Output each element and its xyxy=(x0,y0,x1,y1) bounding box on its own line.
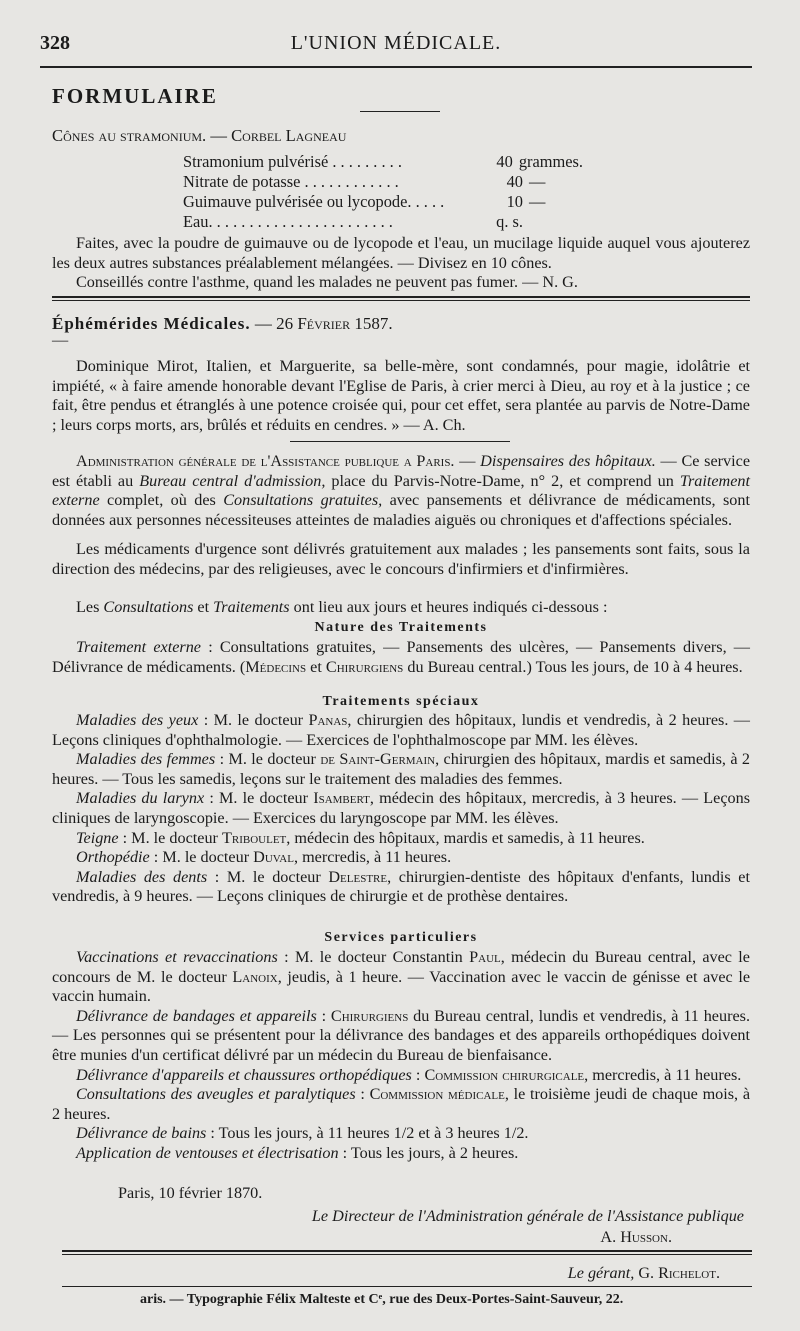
running-header xyxy=(40,32,752,62)
list-item: Délivrance d'appareils et chaussures orthopédiques : Commission chirurgicale, mercredis, à 11 heures. xyxy=(76,1065,742,1084)
ingredient-list xyxy=(183,152,583,232)
section-rule xyxy=(52,296,750,298)
ingredient-row: Stramonium pulvérisé . . . . . . . . . 40 grammes. xyxy=(183,152,583,171)
list-item: Maladies des dents : M. le docteur Delestre, chirurgien-dentiste des hôpitaux d'enfants, lundis et vendredis, à 9 heures. — Leçons cliniques de chirurgie et de prothèse dentaires. xyxy=(52,867,750,906)
administration-heading: Administration générale de l'Assistance publique a Paris. xyxy=(76,452,455,470)
title-rule xyxy=(360,111,440,112)
list-item: Maladies du larynx : M. le docteur Isambert, médecin des hôpitaux, mercredis, à 3 heures. — Leçons cliniques de laryngoscopie. — Exercices du laryngoscope par MM. les élèves. xyxy=(52,789,750,827)
subheading-nature: Nature des Traitements xyxy=(314,620,488,635)
footer-rule-thin xyxy=(62,1254,752,1255)
header-rule xyxy=(40,66,752,68)
imprint-rule xyxy=(62,1286,752,1287)
list-item: Application de ventouses et électrisation : Tous les jours, à 2 heures. xyxy=(76,1143,519,1162)
dispensaires-heading: Dispensaires des hôpitaux. xyxy=(480,452,656,470)
ephemerides-heading xyxy=(52,314,750,334)
list-item: Maladies des yeux : M. le docteur Panas, chirurgien des hôpitaux, lundis et vendredis, à 2 heures. — Leçons cliniques d'ophthalmologie. — Exercices de l'ophthalmoscope par MM. les élèves. xyxy=(52,711,750,749)
gerant-line: Le gérant, G. Richelot. xyxy=(567,1264,720,1282)
ephemerides-text: Dominique Mirot, Italien, et Marguerite, sa belle-mère, sont condamnés, pour magie, idolâtrie et impiété, « à faire amende honorable devant l'Eglise de Paris, à crier merci à Dieu, au roy et à la justice ; ce fait, être pendus et étranglés à une potence croisée qui, pour cet effet, sera plantée au parvis de Notre-Dame ; leurs corps morts, ars, brûlés et réduits en cendres. » — A. Ch. xyxy=(52,357,750,434)
services-list xyxy=(52,948,750,1164)
paragraph-urgence: Les médicaments d'urgence sont délivrés gratuitement aux malades ; les pansements sont faits, sous la direction des médecins, par des religieuses, avec le concours d'infirmiers et d'infirmières. xyxy=(52,540,750,578)
ingredient-row: Guimauve pulvérisée ou lycopode. . . . . 10 — xyxy=(183,192,546,211)
page-number: 328 xyxy=(40,32,70,54)
director-name: A. Husson. xyxy=(600,1228,672,1246)
ephemerides-dash: — xyxy=(52,331,69,349)
formula-advice: Conseillés contre l'asthme, quand les malades ne peuvent pas fumer. — N. G. xyxy=(76,273,578,291)
list-item: Délivrance de bandages et appareils : Chirurgiens du Bureau central, lundis et vendredis, à 11 heures. — Les personnes qui se présentent pour la délivrance des bandages et des appareils orthopédiques doivent être munies d'un certificat délivré par un médecin du Bureau de bienfaisance. xyxy=(52,1006,751,1064)
list-item: Vaccinations et revaccinations : M. le docteur Constantin Paul, médecin du Bureau central, avec le concours de M. le docteur Lanoix, jeudis, à 1 heure. — Vaccination avec le vaccin de génisse et avec le vaccin humain. xyxy=(52,948,751,1006)
administration-intro: Administration générale de l'Assistance publique a Paris. — Dispensaires des hôpitaux. — Ce service est établi au Bureau central d'admission, place du Parvis-Notre-Dame, n° 2, et comprend un Traitement externe complet, où des Consultations gratuites, avec pansements et délivrance de médicaments, sont données aux personnes nécessiteuses atteintes de maladies aiguës ou chroniques et d'affections spéciales. xyxy=(52,452,751,529)
formula-instructions: Faites, avec la poudre de guimauve ou de lycopode et l'eau, un mucilage liquide auquel vous ajouterez les deux autres substances préalablement mélangées. — Divisez en 10 cônes. xyxy=(52,234,750,272)
journal-title: L'UNION MÉDICALE. xyxy=(290,32,502,54)
list-item: Teigne : M. le docteur Triboulet, médecin des hôpitaux, mardis et samedis, à 11 heures. xyxy=(76,828,645,847)
formula-subtitle: Cônes au stramonium. — Corbel Lagneau xyxy=(52,126,347,145)
ephemerides-title: Éphémérides Médicales. xyxy=(52,314,251,333)
list-item: Consultations des aveugles et paralytiques : Commission médicale, le troisième jeudi de chaque mois, à 2 heures. xyxy=(52,1085,751,1123)
short-rule xyxy=(290,441,510,442)
ephemerides-date: — 26 Février 1587. xyxy=(254,314,393,333)
ingredient-row: Nitrate de potasse . . . . . . . . . . . . 40 — xyxy=(183,172,546,191)
dateline: Paris, 10 février 1870. xyxy=(118,1184,263,1202)
list-item: Délivrance de bains : Tous les jours, à 11 heures 1/2 et à 3 heures 1/2. xyxy=(76,1124,529,1143)
formulaire-title: FORMULAIRE xyxy=(52,84,218,108)
subheading-speciaux: Traitements spéciaux xyxy=(322,694,480,709)
footer-rule xyxy=(62,1250,752,1252)
director-title: Le Directeur de l'Administration générale de l'Assistance publique xyxy=(311,1207,744,1225)
list-item: Maladies des femmes : M. le docteur de Saint-Germain, chirurgien des hôpitaux, mardis et samedis, à 2 heures. — Tous les samedis, leçons sur le traitement des maladies des femmes. xyxy=(52,750,751,788)
special-treatments-list xyxy=(52,711,750,907)
paragraph-schedule: Les Consultations et Traitements ont lieu aux jours et heures indiqués ci-dessous : xyxy=(76,598,608,616)
list-item: Orthopédie : M. le docteur Duval, mercredis, à 11 heures. xyxy=(76,848,452,867)
ingredient-row: Eau. . . . . . . . . . . . . . . . . . . . . . . q. s. xyxy=(183,212,523,231)
subheading-services: Services particuliers xyxy=(324,930,478,945)
traitement-externe: Traitement externe : Consultations gratuites, — Pansements des ulcères, — Pansements divers, — Délivrance de médicaments. (Médecins et Chirurgiens du Bureau central.) Tous les jours, de 10 à 4 heures. xyxy=(52,638,750,676)
imprint: aris. — Typographie Félix Malteste et Cᵉ, rue des Deux-Portes-Saint-Sauveur, 22. xyxy=(140,1292,624,1307)
section-rule-thin xyxy=(52,300,750,301)
